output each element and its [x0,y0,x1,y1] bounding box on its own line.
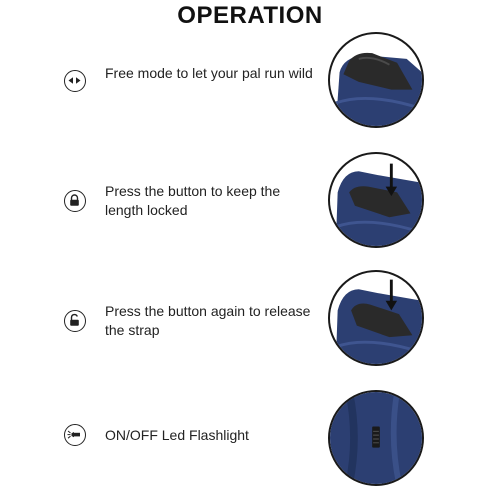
operation-step-flashlight [0,384,500,484]
operation-step-lock [0,148,500,248]
free-mode-arrows-icon [64,70,86,92]
flashlight-label: ON/OFF Led Flashlight [105,427,249,443]
operation-step-unlock [0,266,500,366]
unlock-icon [64,310,86,332]
flashlight-icon [64,424,86,446]
lock-icon [64,190,86,212]
lock-label: Press the button to keep the length locked [105,183,281,218]
lock-photo [328,152,424,248]
page-title: OPERATION [177,2,323,29]
unlock-label: Press the button again to release the strap [105,303,311,338]
free-mode-photo [328,32,424,128]
flashlight-photo [328,390,424,486]
operation-step-free-mode [0,28,500,128]
free-mode-label: Free mode to let your pal run wild [105,65,313,81]
unlock-photo [328,270,424,366]
